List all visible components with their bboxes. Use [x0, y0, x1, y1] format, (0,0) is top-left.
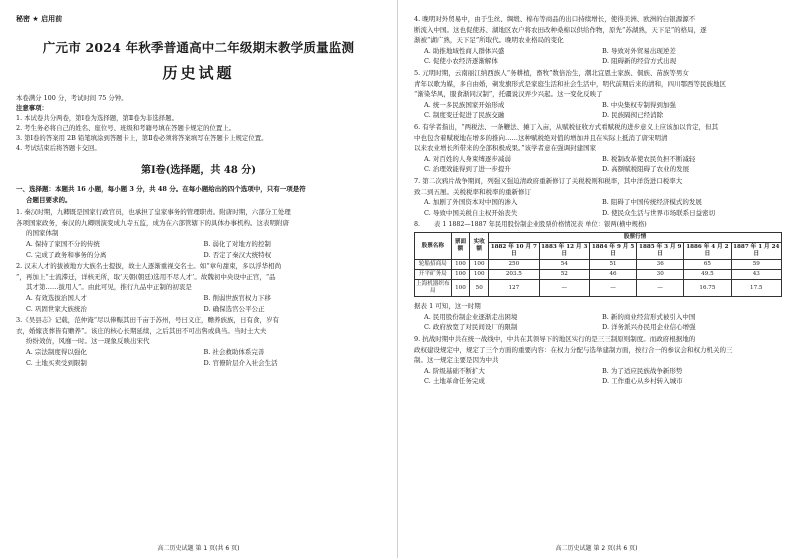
- table-cell: 54: [539, 260, 589, 270]
- table-cell: 50: [470, 280, 489, 297]
- table-header: 实收额: [470, 233, 489, 260]
- date-header: 1887 年 1 月 24 日: [731, 243, 781, 260]
- question-text: 青年以歌为媒，多自由婚，剃发旗形式是家庭生活和社会生活中，明代前期后来的清和，四川鄂西等民族地区: [414, 79, 726, 88]
- table-cell: 轮船招商局: [415, 260, 452, 270]
- table-cell: 250: [489, 260, 539, 270]
- question-text: ”，再加上“士流滞迁，详核无所，取‘天朝(朝廷)选用不尽人才’。故魏初中央设中正官，“品: [16, 272, 276, 281]
- table-cell: 开平矿务局: [415, 270, 452, 280]
- exam-page-2: [397, 0, 794, 558]
- stock-price-table: [414, 232, 782, 297]
- notice-item: 2. 考生务必将自己的姓名、座位号、班级和考籍号填在答题卡规定的位置上。: [16, 124, 236, 132]
- table-cell: 17.5: [731, 280, 781, 297]
- option-d[interactable]: D. 官僚阶层介入社会生活: [203, 358, 278, 367]
- table-cell: 51: [589, 260, 636, 270]
- option-b[interactable]: B. 导致对外贸易出现逆差: [602, 46, 676, 55]
- question-text: 渐被“湖广熟，天下足”所取代。晚明农业格局的变化: [414, 36, 564, 45]
- table-header: 票面额: [451, 233, 470, 260]
- instruction-line: 一、选择题：本题共 16 小题，每小题 3 分，共 48 分。在每小题给出的四个选项中，只有一项是符: [16, 185, 306, 193]
- instruction-line: 合题目要求的。: [26, 195, 72, 204]
- question-3: [16, 315, 381, 368]
- question-7: [414, 176, 780, 218]
- question-text: 4. 晚明对外贸易中，由于生丝、绸缎、棉布等商品的出口持续增长，使得美洲、欧洲的白银源源不: [414, 15, 696, 23]
- secret-label: 秘密 ★ 启用前: [16, 15, 63, 23]
- question-text: 9. 抗战时期中共在统一战线中，中共在其领导下的地区实行的是三三制原则制度。而政府根据地的: [414, 335, 696, 344]
- table-cell: 65: [684, 260, 731, 270]
- table-cell: 127: [489, 280, 539, 297]
- option-d[interactable]: D. 民族隔阂已经消除: [602, 111, 664, 120]
- option-d[interactable]: D. 高额赋税阻碍了农业的发展: [602, 165, 690, 174]
- option-a[interactable]: A. 对百姓的人身束缚逐步减弱: [424, 154, 511, 163]
- option-d[interactable]: D. 阻碍新的经营方式出现: [602, 57, 677, 66]
- table-cell: 100: [451, 280, 470, 297]
- table-cell: 49.5: [684, 270, 731, 280]
- option-b[interactable]: B. 削弱世族官权力下移: [203, 293, 271, 302]
- question-text: 据表 1 可知，这一时期: [414, 302, 481, 311]
- option-c[interactable]: C. 土地革命任务完成: [424, 377, 485, 386]
- option-a[interactable]: A. 助推地域性商人群体兴盛: [424, 46, 505, 55]
- question-text: 致二到五厘。关税税率和税率的重新修订: [414, 187, 531, 196]
- option-a[interactable]: A. 阶级基础不断扩大: [424, 366, 485, 375]
- question-text: 其才第……拔用人”。由此可见，推行九品中正制的初衷是: [26, 283, 192, 292]
- table-caption-text: 表 1 1882—1887 年民用股份制企业股票价格情况表 单位：银两(横中规格): [434, 221, 647, 229]
- date-header: 1883 年 12 月 3 日: [539, 243, 589, 260]
- question-text: 以来农业增长所带来的全部积极成果。”该学者意在强调封建国家: [414, 144, 597, 153]
- option-c[interactable]: C. 完成了政务和事务的分离: [26, 250, 107, 259]
- option-b[interactable]: B. 中央集权专制得到加强: [602, 100, 676, 109]
- question-6: [414, 122, 780, 175]
- question-text: 3.《吴县志》记载，范仲淹“尽以俸赈其田千亩于苏州，号曰义庄，赡养族族，日有食，岁有: [16, 316, 280, 325]
- question-4: [414, 14, 780, 67]
- date-header: 1886 年 4 月 2 日: [684, 243, 731, 260]
- exam-title: 广元市 2024 年秋季普通高中二年级期末教学质量监测: [42, 40, 355, 55]
- option-a[interactable]: A. 宗法制度得以强化: [26, 347, 87, 356]
- question-text: 1. 秦汉时期，九卿既是国家行政官员，也承担了皇家事务的管理职责。附唐时期，六部分工处理: [16, 208, 291, 217]
- table-cell: 59: [731, 260, 781, 270]
- table-cell: 100: [470, 270, 489, 280]
- notice-item: 3. 第Ⅰ卷的答案用 2B 铅笔填涂到答题卡上，第Ⅱ卷必须将答案填写在答题卡上规定位置。: [16, 134, 268, 142]
- question-2: [16, 261, 381, 314]
- date-header: 1882 年 10 月 7 日: [489, 243, 539, 260]
- option-c[interactable]: C. 巩固世家大族统治: [26, 304, 87, 313]
- exam-subject: 历史试题: [162, 64, 235, 82]
- table-header: 股票名称: [415, 233, 452, 260]
- question-5: [414, 68, 780, 121]
- question-text: “渐染华风，服食渐同汉制”，托疆说汉弄少兴起。这一变化反映了: [414, 90, 603, 99]
- question-text: 衣，婚嫁丧葬皆有赡养”。该庄的核心长期延续，之后其田不可出售或典当。当时士大夫: [16, 326, 267, 335]
- option-c[interactable]: C. 制度变迁促进了民族交融: [424, 111, 505, 120]
- question-text: 中也包含着赋税地在增多的推向……这种赋税绝对值的增加并且在实际上抵消了唐宋明清: [414, 133, 668, 142]
- option-c[interactable]: C. 导致中国关税自主权开始丧失: [424, 208, 518, 217]
- question-text: 6. 有学者指出，“两税法、一条鞭法、摊丁入亩，从赋税征收方式看赋税的进步意义上应该加以肯定，但其: [414, 122, 719, 131]
- notice-heading: 注意事项：: [16, 104, 48, 112]
- option-b[interactable]: B. 税制改革使农民负担不断减轻: [602, 154, 696, 163]
- option-a[interactable]: A. 保持了家国不分的传统: [26, 239, 100, 248]
- option-a[interactable]: A. 有效选拔治国人才: [26, 293, 87, 302]
- notice-item: 1. 本试卷共分两卷，第Ⅰ卷为选择题，第Ⅱ卷为非选择题。: [16, 114, 178, 122]
- option-c[interactable]: C. 政府放宽了对民间设厂的限制: [424, 323, 518, 332]
- question-text: 政权建设规定中，规定了三个方面的重要内容：在权力分配与选举建制方面，按行合一的参议会和权力机关的三: [414, 345, 733, 354]
- notice-item: 4. 考试结束后将答题卡交回。: [16, 144, 101, 152]
- table-row: [415, 280, 782, 297]
- option-b[interactable]: B. 为了适应民族战争新形势: [602, 366, 683, 375]
- option-b[interactable]: B. 新的商业经营形式被引入中国: [602, 312, 696, 321]
- table-cell: 36: [637, 260, 684, 270]
- date-header: 1885 年 3 月 9 日: [637, 243, 684, 260]
- question-9: [414, 334, 780, 387]
- table-cell: 100: [451, 270, 470, 280]
- question-text: 7. 第二次鸦片战争期间，列强又强迫清政府重新修订了关税税则和税率，其中洋货进口税率大: [414, 176, 683, 185]
- table-cell: 16.75: [684, 280, 731, 297]
- question-text: 纷纷效仿，风靡一时。这一现象反映出宋代: [26, 337, 150, 346]
- option-b[interactable]: B. 社会救助体系完善: [203, 347, 265, 356]
- table-cell: 43: [731, 270, 781, 280]
- option-d[interactable]: D. 确保选官公平公正: [203, 304, 265, 313]
- question-text: 2. 汉末人才的拔被地方大族名士提拔，故士人逐渐重视交名士。如“章句甜束，多以浮华相尚: [16, 262, 282, 271]
- table-cell: 30: [637, 270, 684, 280]
- option-b[interactable]: B. 弱化了对地方的控制: [203, 239, 271, 248]
- question-1: [16, 207, 381, 260]
- section-title: 第Ⅰ卷(选择题，共 48 分): [140, 165, 257, 176]
- question-text: 5. 元明时期，云南丽江纳西族人“务耕植，畜牧”数倍治生，潮北宜恩土家族、侗族、苗族等男女: [414, 68, 689, 77]
- question-text: 各项国家政务，秦汉的九卿则演变成九寺五监，成为在六部管辖下的具体办事机构。这表明附唐: [16, 218, 289, 227]
- option-a[interactable]: A. 统一多民族国家开始形成: [424, 100, 505, 109]
- question-text: 制。这一规定主要是因为中共: [414, 356, 499, 365]
- option-b[interactable]: B. 阻碍了中国传统经济模式的发展: [602, 198, 702, 207]
- page-footer: 高二历史试题 第 1 页(共 6 页): [157, 545, 240, 552]
- page-footer: 高二历史试题 第 2 页(共 6 页): [555, 545, 638, 552]
- question-text: 断流入中国。这也促使苏、湖地区农户将农田改种桑棉以供给作物，原先“苏湖熟，天下足”的格局，逐: [414, 25, 707, 34]
- option-d[interactable]: D. 洋务派兴办民用企业信心增强: [602, 323, 696, 332]
- table-cell: 上海机器织布局: [415, 280, 452, 297]
- option-c[interactable]: C. 土地买卖受到限制: [26, 358, 87, 367]
- question-number: 8.: [414, 221, 421, 229]
- option-a[interactable]: A. 加剧了外国资本对中国的渗入: [424, 198, 518, 207]
- question-text: 的国家体制: [26, 229, 59, 238]
- table-header: 股票行情: [489, 233, 782, 243]
- option-d[interactable]: D. 工作重心从乡村转入城市: [602, 377, 683, 386]
- option-c[interactable]: C. 治理效能得到了进一步提升: [424, 165, 511, 174]
- table-cell: 100: [470, 260, 489, 270]
- option-d[interactable]: D. 否定了秦汉大统特权: [203, 250, 272, 259]
- date-header: 1884 年 9 月 5 日: [589, 243, 636, 260]
- table-cell: 52: [539, 270, 589, 280]
- option-c[interactable]: C. 促使小农经济逐渐解体: [424, 57, 498, 66]
- option-a[interactable]: A. 民用股份制企业逐渐走出困境: [424, 312, 518, 321]
- table-cell: —: [589, 280, 636, 297]
- table-cell: —: [539, 280, 589, 297]
- exam-info: 本卷满分 100 分，考试时间 75 分钟。: [16, 94, 128, 102]
- option-d[interactable]: D. 使民众生活与世界市场联系日益密切: [602, 208, 716, 217]
- question-8: [414, 220, 780, 333]
- table-row: [415, 270, 782, 280]
- table-cell: —: [637, 280, 684, 297]
- table-cell: 203.5: [489, 270, 539, 280]
- table-cell: 100: [451, 260, 470, 270]
- table-row: [415, 260, 782, 270]
- table-cell: 46: [589, 270, 636, 280]
- table-caption: [414, 220, 780, 230]
